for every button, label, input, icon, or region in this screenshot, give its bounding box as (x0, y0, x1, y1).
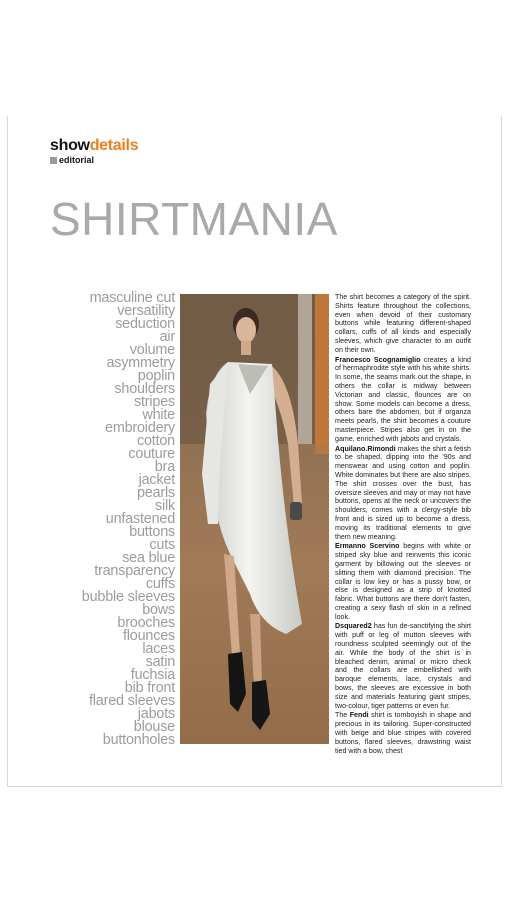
section-label (50, 155, 138, 165)
designer-name: Fendi (349, 711, 369, 720)
magazine-page (7, 116, 502, 787)
keyword-item: cuffs (145, 576, 175, 592)
keyword-list (48, 292, 175, 747)
designer-name: Francesco Scognamiglio (335, 355, 421, 364)
keyword-item: transparency (94, 563, 175, 579)
paragraph-text: creates a kind of hermaphrodite style with his white shirts. In some, the seams mark out the shape, in others the collar is midway between Victorian and classic, flounces are on show. Some models can become a dress, others bare the abdomen, but if organza meets pearls, the shirt becomes a couture masterpiece. Stripes also get in on the game, enriched with jabots and crystals. (335, 355, 471, 443)
runway-photo (180, 294, 329, 744)
designer-name: Ermanno Scervino (335, 542, 400, 551)
paragraph-text: has fun de-sanctifying the shirt with puff or leg of mutton sleeves with roundness sculpted seemingly out of the air. While the body of the shirt is in bleached denim, animal or micro check and the collars are embellished with baroque elements, lace, crystals and bows, the sleeves are excessive in both size and materials featuring giant stripes, two-colour, tiger patterns or even fur. (335, 622, 471, 710)
designer-name: Dsquared2 (335, 622, 372, 631)
keyword-item: poplin (137, 368, 175, 384)
keyword-item: couture (128, 446, 175, 462)
keyword-item: cuts (149, 537, 175, 553)
paragraph-text: makes the shirt a fetish to be shaped, dipping into the '90s and menswear and using cotton and poplin. White dominates but there are also stripes. The shirt crosses over the bust, has oversize sleeves and may or may not have buttons, opens at the neck or uncovers the shoulders, comes with a clergy-style bib front and is sized up to become a dress, moving its traditional elements to give them new meaning. (335, 444, 471, 541)
paragraph-4 (335, 542, 471, 621)
keyword-item: buttonholes (102, 732, 175, 748)
article-body (335, 293, 471, 756)
keyword-item: bib front (124, 680, 175, 696)
keyword-item: masculine cut (89, 290, 175, 306)
paragraph-1: The shirt becomes a category of the spirit. Shirts feature throughout the collections, even when devoid of their customary buttons while featuring different-shaped collars, cuffs of all kinds and especially sleeves, which give character to an outfit on their own. (335, 293, 471, 354)
section-text: editorial (59, 155, 95, 165)
keyword-item: fuchsia (130, 667, 175, 683)
keyword-item: seduction (115, 316, 175, 332)
keyword-item: satin (145, 654, 175, 670)
keyword-item: blouse (133, 719, 175, 735)
brand-logo (50, 138, 138, 154)
paragraph-text: begins with white or striped sky blue and reinvents this iconic garment by billowing out the sleeves or slitting them with diamond precision. The collar is low key or has a pussy bow, or else is designed as a strip of knotted fabric. What buttons are there don't fasten, creating a sexy flash of skin in a refined look. (335, 542, 471, 621)
keyword-item: flared sleeves (89, 693, 175, 709)
keyword-item: volume (129, 342, 175, 358)
designer-name: Aquilano.Rimondi (335, 444, 396, 453)
keyword-item: embroidery (105, 420, 175, 436)
keyword-item: pearls (137, 485, 175, 501)
keyword-item: buttons (129, 524, 175, 540)
keyword-item: bows (142, 602, 175, 618)
paragraph-3 (335, 445, 471, 542)
paragraph-5 (335, 622, 471, 710)
keyword-item: laces (142, 641, 175, 657)
keyword-item: asymmetry (106, 355, 175, 371)
paragraph-2 (335, 356, 471, 444)
section-square-icon (50, 157, 57, 164)
brand-details: details (89, 137, 139, 154)
keyword-item: stripes (134, 394, 175, 410)
runway-illustration (180, 294, 329, 744)
keyword-item: air (159, 329, 175, 345)
brand-show: show (50, 137, 90, 154)
keyword-item: bubble sleeves (81, 589, 175, 605)
keyword-item: versatility (117, 303, 175, 319)
keyword-item: sea blue (122, 550, 175, 566)
paragraph-6 (335, 711, 471, 755)
keyword-item: flounces (123, 628, 175, 644)
keyword-item: unfastened (105, 511, 175, 527)
page-title: SHIRTMANIA (50, 193, 338, 245)
keyword-item: silk (155, 498, 175, 514)
keyword-item: jabots (137, 706, 175, 722)
keyword-item: white (142, 407, 175, 423)
keyword-item: jacket (138, 472, 175, 488)
masthead (50, 138, 138, 165)
keyword-item: brooches (117, 615, 175, 631)
keyword-item: bra (154, 459, 175, 475)
keyword-item: cotton (136, 433, 175, 449)
keyword-item: shoulders (114, 381, 175, 397)
paragraph-text: The (335, 711, 350, 720)
paragraph-text: shirt is tomboyish in shape and precious in its tailoring. Super-constructed with beige and blue stripes with covered buttons, flared sleeves, drawstring waist tied with a bow, chest (335, 711, 471, 755)
